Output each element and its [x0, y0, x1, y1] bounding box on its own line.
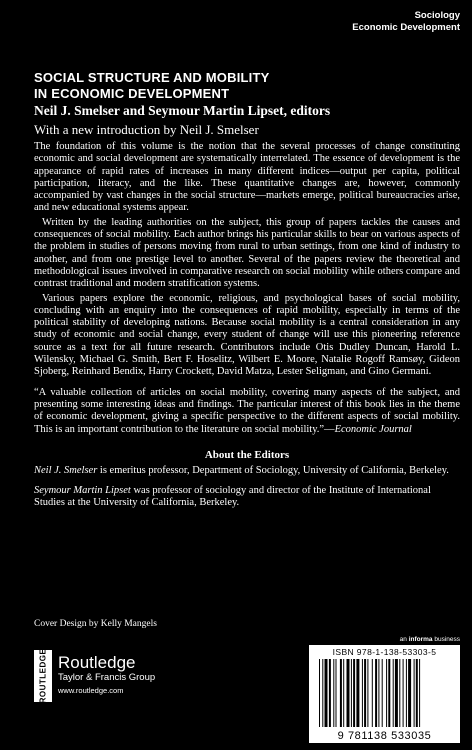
barcode-stripe: [395, 659, 398, 727]
barcode-stripe: [406, 659, 407, 727]
informa-business-tag: [400, 636, 460, 643]
barcode-stripe: [388, 659, 390, 727]
barcode-stripe: [347, 659, 350, 727]
barcode-stripe: [329, 659, 331, 727]
informa-suffix: business: [432, 636, 460, 643]
barcode-stripe: [399, 659, 400, 727]
barcode-stripe: [382, 659, 383, 727]
review-quote: [34, 387, 460, 436]
description-paragraph-3: Various papers explore the economic, religious, and psychological bases of social mobility, concluding with an enquiry into the consequences of rapid mobility, especially in terms of the political stability of developing nations. Because social mobility is a central consideration in any study of economic and social change, every student of change will use this pioneering reference source as a text for all future research. Contributors include Otis Dudley Duncan, Harold L. Wilensky, Michael G. Smith, Bert F. Hoselitz, Wilbert E. Moore, Natalie Rogoff Ramsøy, Gideon Sjoberg, Reinhard Bendix, Harry Crockett, David Matza, Lester Seligman, and Gino Germani.: [34, 292, 460, 378]
barcode-digits: 9 781138 533035: [337, 730, 432, 742]
barcode-stripe: [386, 659, 387, 727]
description-paragraph-2: Written by the leading authorities on the subject, this group of papers tackles the causes and consequences of social mobility. Each author brings his particular skills to bear on various aspects of the problem in studies of persons moving from rural to urban settings, from one kind of industry to another, and from one prestige level to another. Several of the papers review the theoretical and methodological issues involved in comparative research on social mobility while others compare and contrast traditional and modern stratification systems.: [34, 216, 460, 290]
barcode-stripe: [364, 659, 366, 727]
isbn-barcode: [309, 645, 460, 743]
barcode-stripe: [416, 659, 418, 727]
barcode-stripe: [322, 659, 323, 727]
editor-name-smelser: Neil J. Smelser: [34, 464, 98, 476]
barcode-stripe: [372, 659, 373, 727]
informa-prefix: an: [399, 636, 409, 643]
review-quote-source: Economic Journal: [334, 423, 412, 435]
barcode-stripe: [419, 659, 420, 727]
barcode-stripe: [336, 659, 337, 727]
barcode-stripe: [403, 659, 404, 727]
barcode-stripe: [414, 659, 415, 727]
informa-brand: informa: [408, 636, 433, 643]
publisher-url: www.routledge.com: [58, 686, 124, 695]
routledge-logo: [34, 650, 52, 702]
publisher-group: Taylor & Francis Group: [58, 672, 156, 683]
subject-line-economic-development: Economic Development: [352, 22, 460, 33]
editor-bio-lipset: [34, 485, 460, 510]
back-cover-text: [34, 70, 460, 518]
book-title-line-1: SOCIAL STRUCTURE AND MOBILITY: [34, 70, 270, 85]
barcode-stripe: [367, 659, 368, 727]
barcode-stripe: [343, 659, 344, 727]
review-quote-text: “A valuable collection of articles on social mobility, covering many aspects of the subject, and presenting some interesting ideas and findings. The particular interest of this book lies in the theme of economic development, giving a specific perspective to the different aspects of social mobility. This is an important contribution to the literature on social mobility.”—: [34, 386, 460, 435]
barcode-stripe: [378, 659, 379, 727]
publisher-block: [58, 653, 155, 698]
publisher-name: Routledge: [58, 653, 136, 672]
barcode-stripe: [353, 659, 355, 727]
editor-bio-smelser: [34, 465, 460, 477]
barcode-stripe: [319, 659, 320, 727]
barcode-stripe: [375, 659, 377, 727]
isbn-number: ISBN 978-1-138-53303-5: [332, 647, 437, 657]
subject-line-sociology: Sociology: [414, 10, 460, 21]
book-title-line-2: IN ECONOMIC DEVELOPMENT: [34, 86, 230, 101]
description-paragraph-1: The foundation of this volume is the notion that the several processes of change constituting economic and social development are systematically interrelated. The essence of development is the appearance of rapid rates of increases in many different indices—output per capita, political participation, literacy, and the like. These quantitative changes are, however, commonly accompanied by vast changes in the social structure—markets emerge, political bureaucracies arise, and new educational systems appear.: [34, 141, 460, 214]
barcode-stripe: [333, 659, 334, 727]
about-editors-heading: About the Editors: [204, 448, 290, 461]
routledge-logo-text: ROUTLEDGE: [38, 648, 48, 704]
editor-bio-smelser-text: is emeritus professor, Department of Sociology, University of California, Berkeley.: [97, 464, 449, 476]
subject-category: [352, 10, 460, 34]
editor-bio-lipset-text: was professor of sociology and director of the Institute of International Studies at the University of California, Berkeley.: [34, 485, 431, 509]
barcode-stripe: [393, 659, 394, 727]
book-editors: Neil J. Smelser and Seymour Martin Lipset, editors: [34, 103, 331, 118]
cover-design-credit: Cover Design by Kelly Mangels: [34, 619, 157, 629]
barcode-stripe: [351, 659, 352, 727]
barcode-stripe: [362, 659, 363, 727]
barcode-bars: [319, 659, 450, 727]
barcode-stripe: [325, 659, 328, 727]
barcode-stripe: [356, 659, 359, 727]
book-title: [34, 70, 460, 102]
barcode-stripe: [340, 659, 342, 727]
barcode-stripe: [408, 659, 411, 727]
new-introduction-note: With a new introduction by Neil J. Smelser: [34, 122, 259, 137]
editor-name-lipset: Seymour Martin Lipset: [34, 485, 131, 497]
